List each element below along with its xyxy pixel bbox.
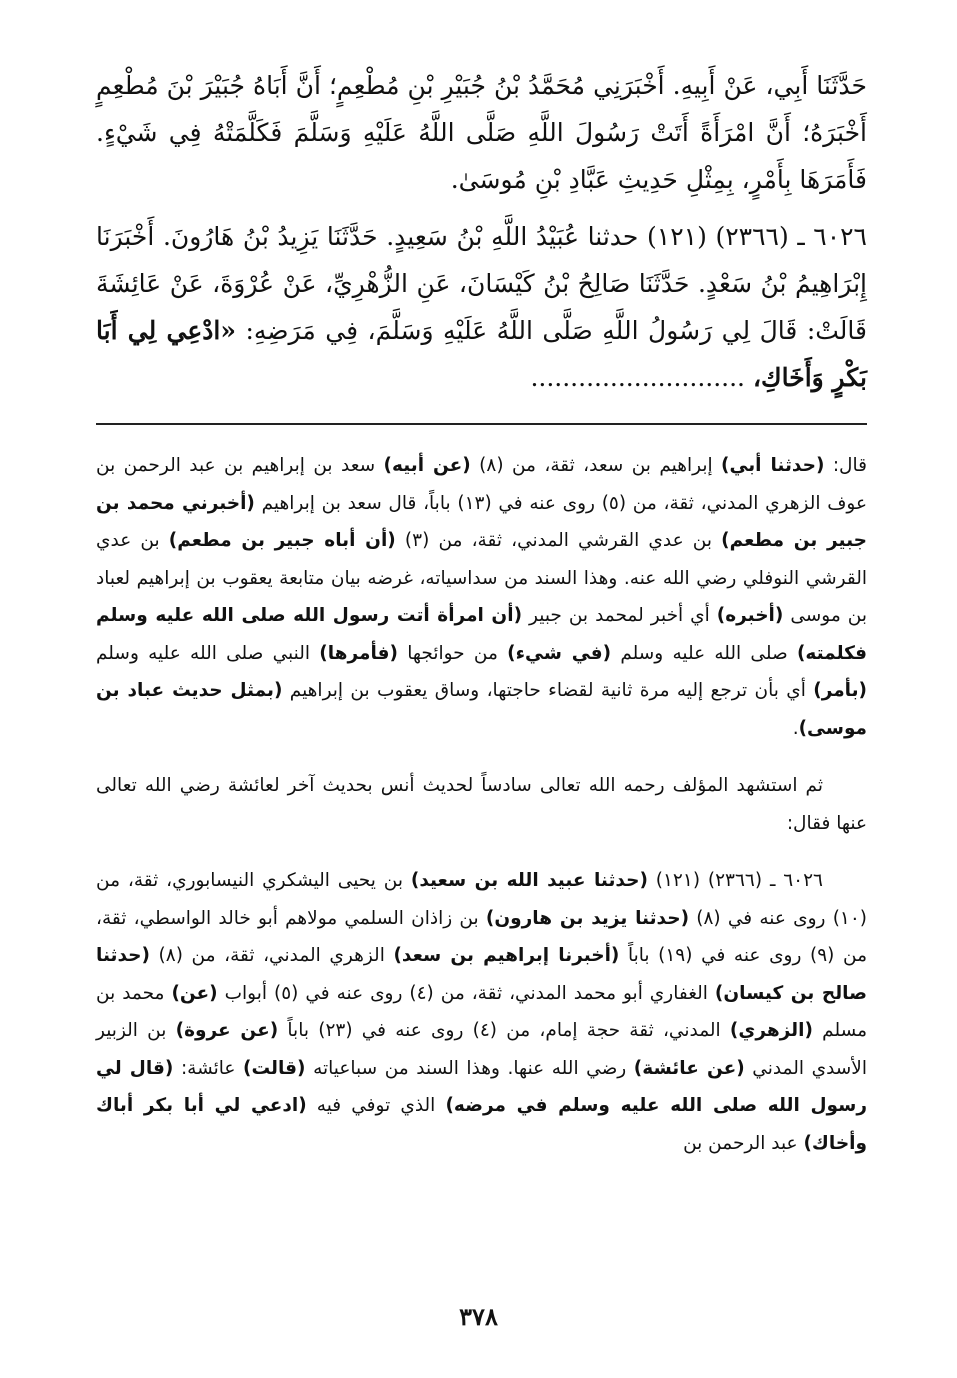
- hadith-1-body: حَدَّثَنَا أَبِي، عَنْ أَبِيهِ. أَخْبَرَنِي مُحَمَّدُ بْنُ جُبَيْرِ بْنِ مُطْعِمٍ؛ أَنَّ أَبَاهُ جُبَيْرَ بْنَ مُطْعِمٍ أَخْبَرَهُ؛ أَنَّ امْرَأَةً أَتَتْ رَسُولَ اللَّهِ صَلَّى اللَّهُ عَلَيْهِ وَسَلَّمَ فَكَلَّمَتْهُ فِي شَيْءٍ. فَأَمَرَهَا بِأَمْرٍ، بِمِثْلِ حَدِيثِ عَبَّادِ بْنِ مُوسَىٰ.: [96, 71, 867, 194]
- bold-quote-segment: (حدثنا يزيد بن هارون): [485, 907, 690, 929]
- text-segment: الذي توفي فيه: [306, 1095, 446, 1116]
- text-segment: محمد بن مسلم: [96, 982, 868, 1041]
- text-segment: قال:: [824, 455, 867, 476]
- text-segment: ٦٠٢٦ ـ (٢٣٦٦) (١٢١): [647, 870, 823, 891]
- text-segment: أي أخبر لمحمد بن جبير: [522, 605, 717, 626]
- text-segment: بن الزبير الأسدي المدني: [96, 1020, 867, 1079]
- bold-quote-segment: (عن عائشة): [633, 1057, 745, 1079]
- hadith-2-number: ٦٠٢٦ ـ (٢٣٦٦) (١٢١): [647, 222, 867, 251]
- bold-quote-segment: (أخبرنا إبراهيم بن سعد): [393, 945, 620, 966]
- bold-quote-segment: (عن أبيه): [383, 455, 471, 476]
- bold-quote-segment: (حدثنا عبيد الله بن سعيد): [410, 870, 648, 891]
- page-number: ٣٧٨: [459, 1302, 498, 1331]
- text-segment: النبي صلى الله عليه وسلم: [96, 642, 320, 664]
- separator-line: [96, 423, 867, 425]
- hadith-2-body: حدثنا عُبَيْدُ اللَّهِ بْنُ سَعِيدٍ. حَدَّثَنَا يَزِيدُ بْنُ هَارُونَ. أَخْبَرَنَا إِبْرَاهِيمُ بْنُ سَعْدٍ. حَدَّثَنَا صَالِحُ بْنُ كَيْسَانَ، عَنِ الزُّهْرِيِّ، عَنْ عُرْوَةَ، عَنْ عَائِشَةَ قَالَتْ: قَالَ لِي رَسُولُ اللَّهِ صَلَّى اللَّهُ عَلَيْهِ وَسَلَّمَ، فِي مَرَضِهِ:: [96, 222, 867, 345]
- bold-quote-segment: (أن امرأة أتت رسول الله صلى الله عليه وسلم فكلمته): [96, 605, 868, 664]
- commentary-paragraph-2: ثم استشهد المؤلف رحمه الله تعالى سادساً لحديث أنس بحديث آخر لعائشة رضي الله تعالى عنها فقال:: [96, 775, 867, 834]
- text-segment: سعد بن إبراهيم بن عبد الرحمن بن عوف الزهري المدني، ثقة، من (٥) روى عنه في (١٣) باباً، قال سعد بن إبراهيم: [96, 455, 867, 514]
- text-segment: عبد الرحمن بن: [683, 1132, 804, 1154]
- bold-quote-segment: (حدثنا أبي): [721, 455, 825, 476]
- text-segment: بن عدي القرشي المدني، ثقة، من (٣): [395, 530, 722, 551]
- text-segment: أي بأن ترجع إليه مرة ثانية لقضاء حاجتها، وساق يعقوب بن إبراهيم: [282, 680, 814, 701]
- bold-quote-segment: (الزهري): [729, 1020, 813, 1041]
- commentary-paragraph-1: [96, 447, 867, 747]
- bold-quote-segment: (أن أباه جبير بن مطعم): [168, 530, 396, 551]
- hadith-text-2: [96, 213, 867, 401]
- bold-quote-segment: (حدثنا صالح بن كيسان): [96, 945, 867, 1004]
- text-segment: المدني، ثقة حجة إمام، من (٤) روى عنه في (٢٣) باباً: [278, 1020, 730, 1041]
- commentary-paragraph-3: [96, 862, 867, 1162]
- bold-quote-segment: (أخبرني محمد بن جبير بن مطعم): [96, 492, 867, 551]
- text-segment: من حوائجها: [397, 642, 508, 664]
- bold-quote-segment: (ادعي لي أبا بكر أباك وأخاك): [96, 1095, 867, 1154]
- text-segment: .: [792, 717, 799, 739]
- text-segment: بن عدي القرشي النوفلي رضي الله عنه. وهذا السند من سداسياته، غرضه بيان متابعة يعقوب بن إبراهيم لعباد بن موسى: [96, 530, 867, 626]
- bold-quote-segment: (قال لي رسول الله صلى الله عليه وسلم في مرضه): [96, 1057, 867, 1116]
- hadith-text-1: [96, 62, 867, 203]
- hadith-2-ellipsis: ...........................: [530, 363, 746, 392]
- bold-quote-segment: (أخبره): [716, 605, 784, 626]
- text-segment: الغفاري أبو محمد المدني، ثقة، من (٤) روى عنه في (٥) أبواب: [217, 982, 715, 1004]
- text-segment: عائشة:: [173, 1057, 243, 1079]
- bold-quote-segment: (قالت): [243, 1057, 306, 1079]
- text-segment: إبراهيم بن سعد، ثقة، من (٨): [470, 455, 722, 476]
- text-segment: صلى الله عليه وسلم: [611, 642, 797, 664]
- bold-quote-segment: (في شيء): [507, 642, 612, 664]
- text-segment: الزهري المدني، ثقة، من (٨): [149, 945, 394, 966]
- text-segment: بن يحيى اليشكري النيسابوري، ثقة، من (١٠) روى عنه في (٨): [96, 870, 868, 929]
- bold-quote-segment: (عن): [171, 982, 218, 1004]
- bold-quote-segment: (بمثل حديث عباد بن موسى): [96, 680, 867, 739]
- text-segment: بن زاذان السلمي مولاهم أبو خالد الواسطي، ثقة، من (٩) روى عنه في (١٩) باباً: [96, 907, 867, 966]
- bold-quote-segment: (عن عروة): [175, 1020, 279, 1041]
- text-segment: رضي الله عنها. وهذا السند من سباعياته: [305, 1057, 634, 1079]
- hadith-2-bold-quote: «ادْعِي لِي أَبَا بَكْرٍ وَأَخَاكِ،: [96, 316, 867, 392]
- bold-quote-segment: (بأمر): [813, 680, 867, 701]
- bold-quote-segment: (فأمرها): [319, 642, 398, 664]
